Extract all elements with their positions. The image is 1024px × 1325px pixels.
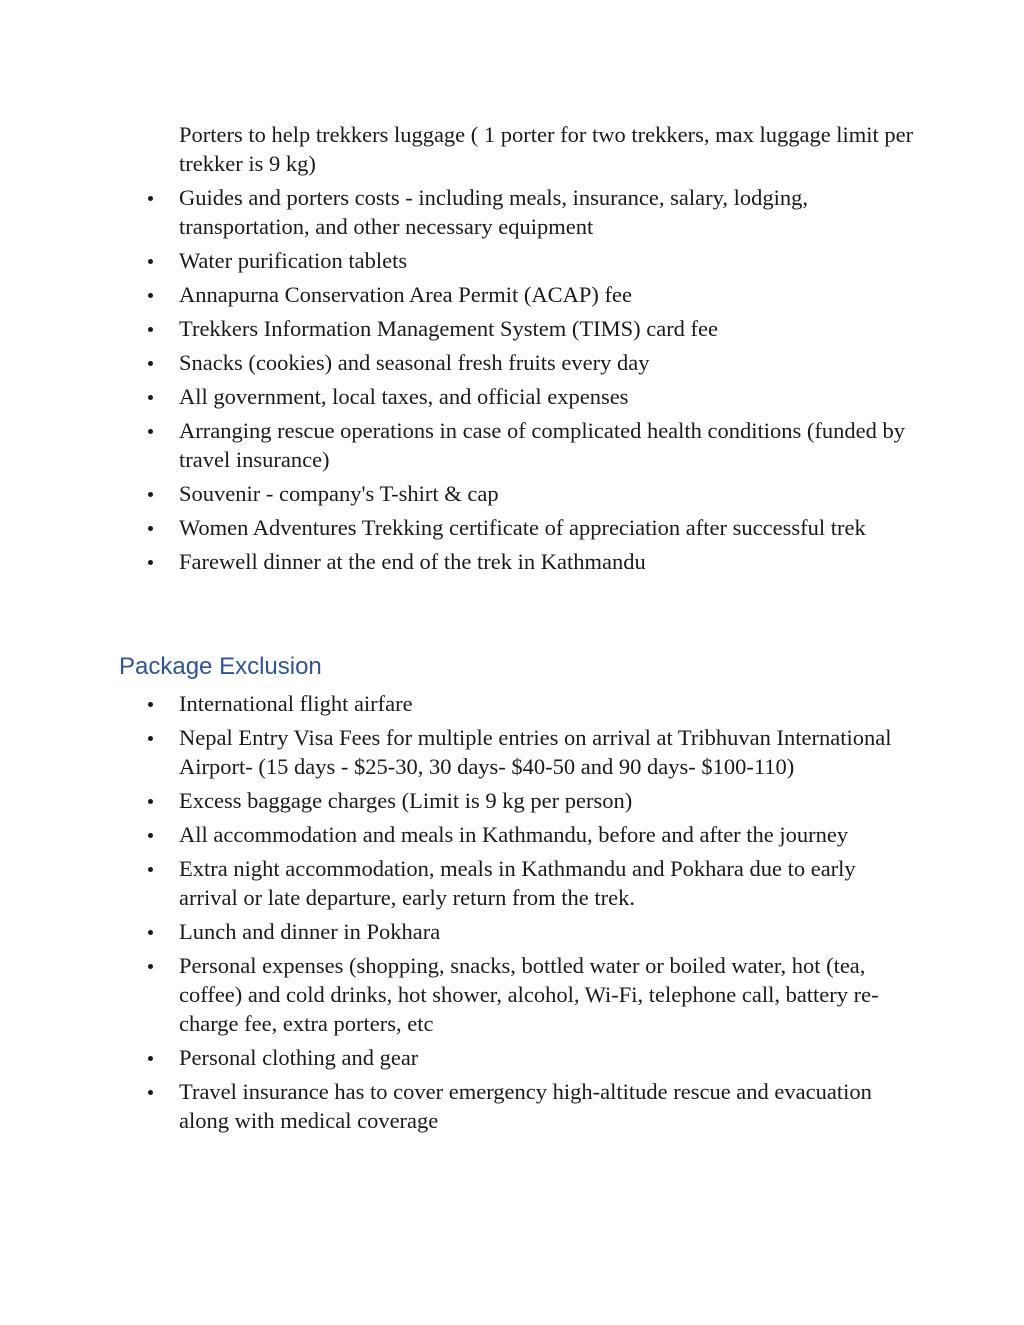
list-item: Women Adventures Trekking certificate of appreciation after successful trek	[179, 513, 919, 542]
list-item: Farewell dinner at the end of the trek in Kathmandu	[179, 547, 919, 576]
list-item: Water purification tablets	[179, 246, 919, 275]
list-item: Guides and porters costs - including meals, insurance, salary, lodging, transportation, and other necessary equipment	[179, 183, 919, 241]
package-inclusion-list	[179, 120, 919, 581]
list-item: Lunch and dinner in Pokhara	[179, 917, 919, 946]
list-item-continued: Porters to help trekkers luggage ( 1 porter for two trekkers, max luggage limit per trekker is 9 kg)	[179, 122, 914, 176]
list-item: Souvenir - company's T-shirt & cap	[179, 479, 919, 508]
list-item: All accommodation and meals in Kathmandu, before and after the journey	[179, 820, 919, 849]
list-item: Personal clothing and gear	[179, 1043, 919, 1072]
list-item: Nepal Entry Visa Fees for multiple entries on arrival at Tribhuvan International Airport- (15 days - $25-30, 30 days- $40-50 and 90 days- $100-110)	[179, 723, 919, 781]
list-item: Trekkers Information Management System (TIMS) card fee	[179, 314, 919, 343]
list-item: Personal expenses (shopping, snacks, bottled water or boiled water, hot (tea, coffee) and cold drinks, hot shower, alcohol, Wi-Fi, telephone call, battery re-charge fee, extra porters, etc	[179, 951, 919, 1038]
package-exclusion-list	[179, 689, 919, 1140]
list-item: All government, local taxes, and official expenses	[179, 382, 919, 411]
list-item: Annapurna Conservation Area Permit (ACAP) fee	[179, 280, 919, 309]
section-heading-package-exclusion: Package Exclusion	[119, 653, 322, 680]
list-item: Excess baggage charges (Limit is 9 kg per person)	[179, 786, 919, 815]
list-item: International flight airfare	[179, 689, 919, 718]
list-item: Snacks (cookies) and seasonal fresh fruits every day	[179, 348, 919, 377]
list-item: Extra night accommodation, meals in Kathmandu and Pokhara due to early arrival or late departure, early return from the trek.	[179, 854, 919, 912]
list-item: Arranging rescue operations in case of complicated health conditions (funded by travel insurance)	[179, 416, 919, 474]
list-item: Travel insurance has to cover emergency high-altitude rescue and evacuation along with medical coverage	[179, 1077, 919, 1135]
